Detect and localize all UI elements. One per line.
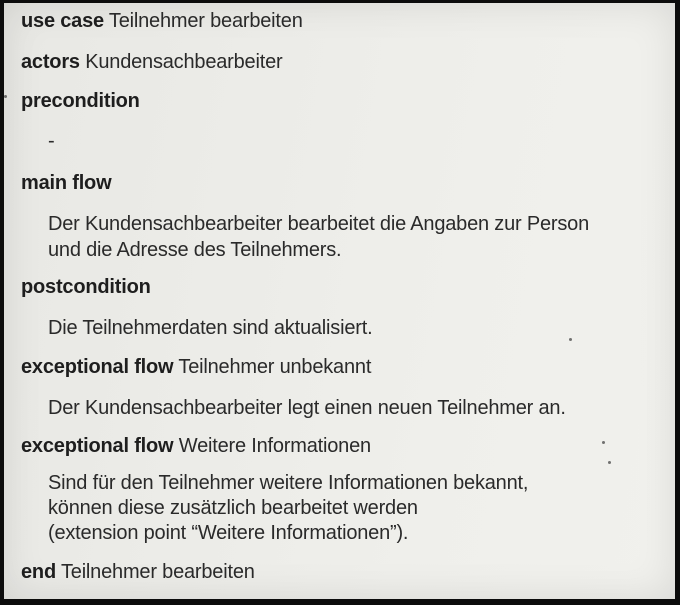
actors-value: Kundensachbearbeiter xyxy=(85,51,283,73)
end-keyword: end xyxy=(21,561,56,583)
precondition-value: - xyxy=(48,130,55,152)
exceptional-flow-1-heading xyxy=(21,355,371,379)
postcondition-heading xyxy=(21,275,151,299)
postcondition-value: Die Teilnehmerdaten sind aktualisiert. xyxy=(48,317,373,339)
postcondition-keyword: postcondition xyxy=(21,276,151,298)
paper-speck xyxy=(4,95,7,98)
actors-line xyxy=(21,50,282,74)
end-line xyxy=(21,560,255,584)
use-case-line xyxy=(21,9,303,33)
actors-keyword: actors xyxy=(21,51,80,73)
exceptional-flow-1-keyword: exceptional flow xyxy=(21,356,174,378)
main-flow-keyword: main flow xyxy=(21,172,112,194)
exceptional-flow-2-keyword: exceptional flow xyxy=(21,435,174,457)
precondition-heading xyxy=(21,89,140,113)
main-flow-line-2: und die Adresse des Teilnehmers. xyxy=(48,239,342,261)
exceptional-flow-2-line-2: können diese zusätzlich bearbeitet werden xyxy=(48,497,418,519)
main-flow-heading xyxy=(21,171,111,195)
main-flow-line-1: Der Kundensachbearbeiter bearbeitet die Angaben zur Person xyxy=(48,213,589,235)
exceptional-flow-2-line-3: (extension point “Weitere Informationen”). xyxy=(48,522,409,544)
exceptional-flow-1-line-1: Der Kundensachbearbeiter legt einen neuen Teilnehmer an. xyxy=(48,397,566,419)
paper-speck xyxy=(602,441,605,444)
exceptional-flow-2-line-1: Sind für den Teilnehmer weitere Informationen bekannt, xyxy=(48,472,529,494)
exceptional-flow-2-name: Weitere Informationen xyxy=(178,435,371,457)
use-case-name: Teilnehmer bearbeiten xyxy=(108,10,303,32)
paper-speck xyxy=(569,338,572,341)
paper-speck xyxy=(608,461,611,464)
end-name: Teilnehmer bearbeiten xyxy=(60,561,255,583)
paper-sheet xyxy=(4,3,675,599)
use-case-keyword: use case xyxy=(21,10,104,32)
exceptional-flow-1-name: Teilnehmer unbekannt xyxy=(178,356,372,378)
exceptional-flow-2-heading xyxy=(21,434,371,458)
precondition-keyword: precondition xyxy=(21,90,140,112)
